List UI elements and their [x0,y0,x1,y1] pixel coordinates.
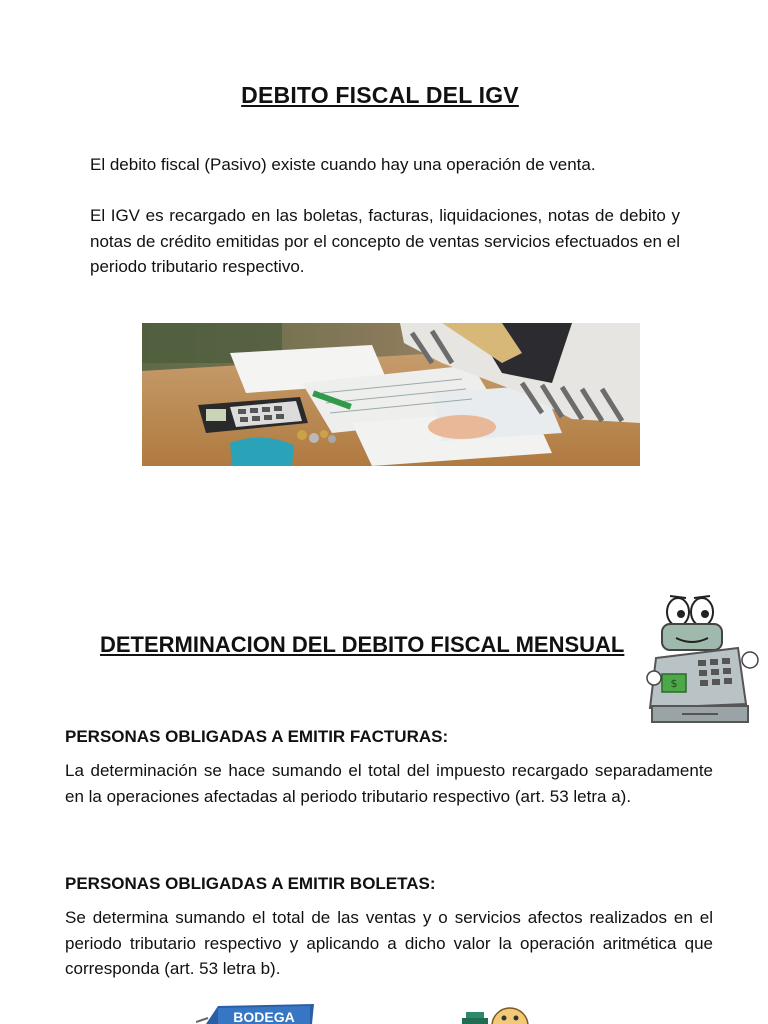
document-title: DEBITO FISCAL DEL IGV [241,82,519,108]
bodega-sign-text: BODEGA [233,1009,295,1024]
section-title: DETERMINACION DEL DEBITO FISCAL MENSUAL [100,632,625,657]
boletas-text: Se determina sumando el total de las ventas y o servicios afectos realizados en el periodo tributario respectivo y aplicando a dicho valor la operación aritmética que corresponda (art. 53 letra b). [65,908,713,978]
svg-text:$: $ [670,677,678,690]
intro-paragraph: El debito fiscal (Pasivo) existe cuando hay una operación de venta. [90,155,596,174]
invoice-photo [142,323,640,466]
boletas-heading: PERSONAS OBLIGADAS A EMITIR BOLETAS: [65,874,436,893]
facturas-text: La determinación se hace sumando el total del impuesto recargado separadamente en la operaciones afectadas al periodo tributario respectivo (art. 53 letra a). [65,761,713,806]
cartoon-character-image [456,1006,536,1024]
facturas-heading: PERSONAS OBLIGADAS A EMITIR FACTURAS: [65,727,449,746]
igv-paragraph: El IGV es recargado en las boletas, facturas, liquidaciones, notas de debito y notas de crédito emitidas por el concepto de ventas servicios efectuados en el periodo tributario respectivo. [90,206,680,276]
cash-register-icon [642,588,762,728]
bodega-store-image [196,1004,318,1024]
